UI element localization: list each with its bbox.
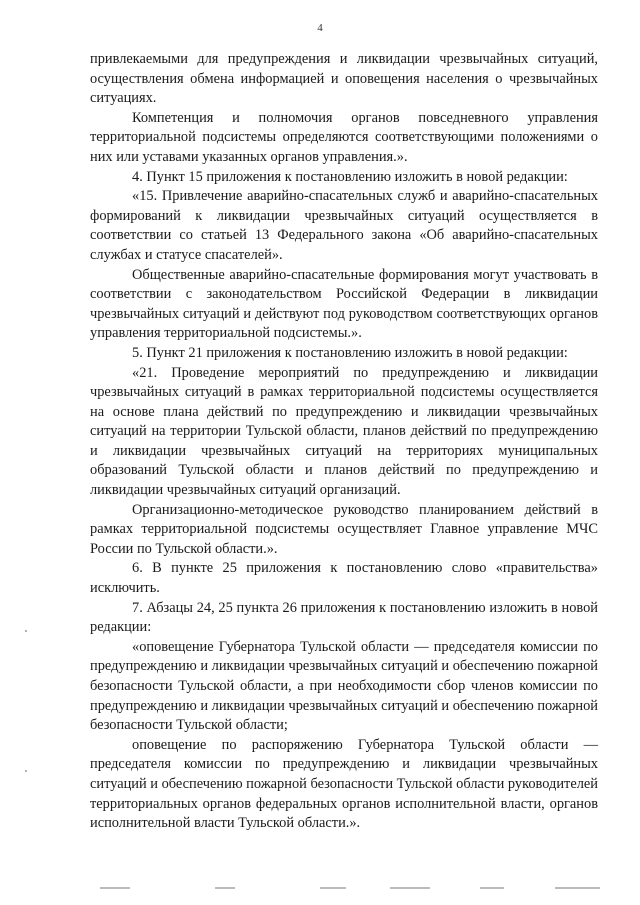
- paragraph: Общественные аварийно-спасательные формирования могут участвовать в соответствии с законодательством Российской Федерации в ликвидации чрезвычайных ситуаций и действуют под руководством соответствующих органов управления территориальной подсистемы.».: [90, 266, 598, 342]
- document-body: [90, 50, 598, 834]
- paragraph: 6. В пункте 25 приложения к постановлению слово «правительства» исключить.: [90, 560, 598, 597]
- paragraph: 4. Пункт 15 приложения к постановлению изложить в новой редакции:: [132, 168, 568, 185]
- paragraph: оповещение по распоряжению Губернатора Тульской области — председателя комиссии по предупреждению и ликвидации чрезвычайных ситуаций и обеспечению пожарной безопасности Тульской области руководителей территориальных органов федеральных органов исполнительной власти, органов исполнительной власти Тульской области.».: [90, 736, 598, 832]
- paragraph: 7. Абзацы 24, 25 пункта 26 приложения к постановлению изложить в новой редакции:: [90, 599, 598, 636]
- paragraph: «21. Проведение мероприятий по предупреждению и ликвидации чрезвычайных ситуаций в рамках территориальной подсистемы осуществляется на основе плана действий по предупреждению и ликвидации чрезвычайных ситуаций на территории Тульской области, планов действий по предупреждению и ликвидации чрезвычайных ситуаций на территориях муниципальных образований Тульской области и планов действий по предупреждению и ликвидации чрезвычайных ситуаций организаций.: [90, 364, 598, 499]
- scan-footer-marks: [100, 887, 610, 893]
- paragraph: «оповещение Губернатора Тульской области — председателя комиссии по предупреждению и ликвидации чрезвычайных ситуаций и обеспечению пожарной безопасности Тульской области, а при необходимости сбор членов комиссии по предупреждению и ликвидации чрезвычайных ситуаций и обеспечению пожарной безопасности Тульской области;: [90, 638, 598, 734]
- paragraph: 5. Пункт 21 приложения к постановлению изложить в новой редакции:: [132, 344, 568, 361]
- scan-speck: [25, 630, 27, 632]
- page-number: 4: [317, 22, 323, 34]
- paragraph: «15. Привлечение аварийно-спасательных служб и аварийно-спасательных формирований к ликвидации чрезвычайных ситуаций осуществляется в соответствии со статьей 13 Федерального закона «Об аварийно-спасательных службах и статусе спасателей».: [90, 188, 598, 263]
- paragraph: Организационно-методическое руководство планированием действий в рамках территориальной подсистемы осуществляет Главное управление МЧС России по Тульской области.».: [90, 501, 598, 557]
- paragraph: Компетенция и полномочия органов повседневного управления территориальной подсистемы определяются соответствующими положениями о них или уставами указанных органов управления.».: [90, 109, 598, 165]
- paragraph: привлекаемыми для предупреждения и ликвидации чрезвычайных ситуаций, осуществления обмена информацией и оповещения населения о чрезвычайных ситуациях.: [90, 51, 598, 107]
- scan-speck: [25, 770, 27, 772]
